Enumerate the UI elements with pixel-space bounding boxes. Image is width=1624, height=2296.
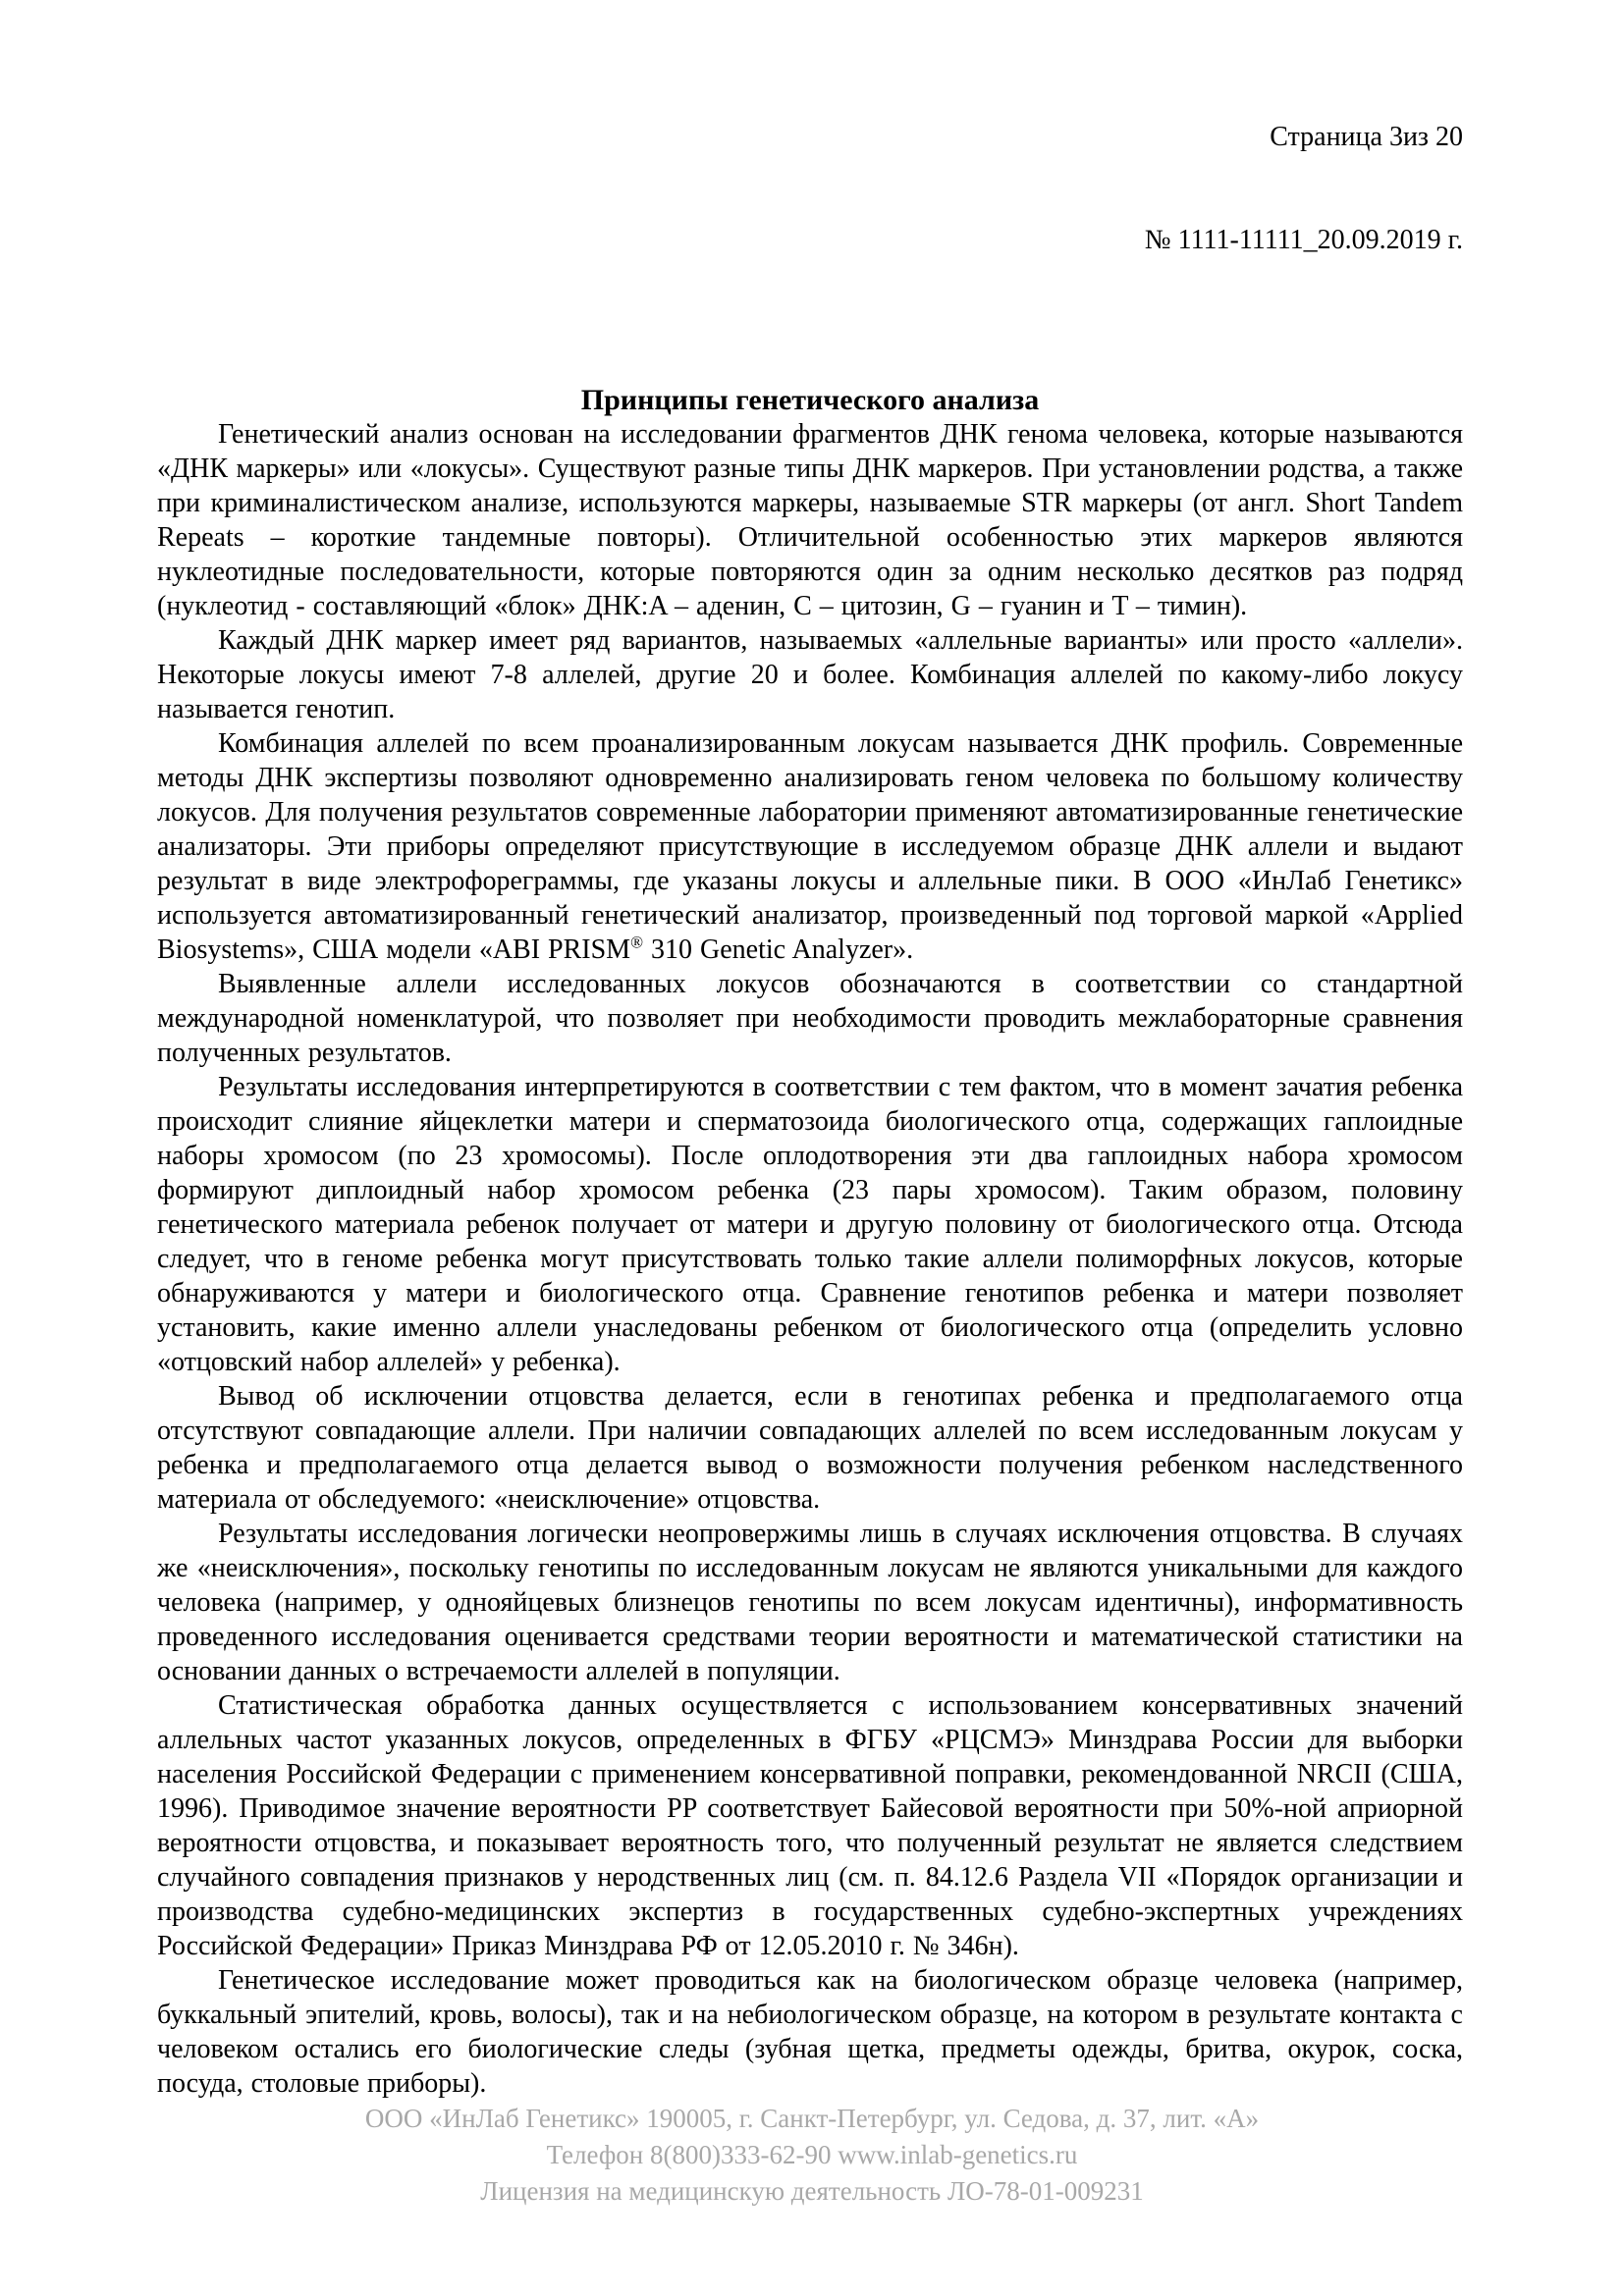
header-document-number: № 1111-11111_20.09.2019 г. bbox=[1144, 225, 1463, 255]
footer-address: ООО «ИнЛаб Генетикс» 190005, г. Санкт-Петербург, ул. Седова, д. 37, лит. «А» bbox=[364, 2104, 1260, 2133]
paragraph-4: Выявленные аллели исследованных локусов обозначаются в соответствии со стандартной международной номенклатурой, что позволяет при необходимости проводить межлабораторные сравнения полученных результатов. bbox=[157, 969, 1463, 1068]
paragraph-1: Генетический анализ основан на исследовании фрагментов ДНК генома человека, которые называются «ДНК маркеры» или «локусы». Существуют разные типы ДНК маркеров. При установлении родства, а также при криминалистическом анализе, используются маркеры, называемые STR маркеры (от англ. Short Tandem Repeats – короткие тандемные повторы). Отличительной особенностью этих маркеров являются нуклеотидные последовательности, которые повторяются один за одним несколько десятков раз подряд (нуклеотид - составляющий «блок» ДНК:A – аденин, C – цитозин, G – гуанин и T – тимин). bbox=[157, 419, 1463, 621]
paragraph-3 bbox=[157, 726, 1463, 967]
paragraph-5: Результаты исследования интерпретируются в соответствии с тем фактом, что в момент зачатия ребенка происходит слияние яйцеклетки матери и сперматозоида биологического отца, содержащих гаплоидные наборы хромосом (по 23 хромосомы). После оплодотворения эти два гаплоидных набора хромосом формируют диплоидный набор хромосом ребенка (23 пары хромосом). Таким образом, половину генетического материала ребенок получает от матери и другую половину от биологического отца. Отсюда следует, что в геноме ребенка могут присутствовать только такие аллели полиморфных локусов, которые обнаруживаются у матери и биологического отца. Сравнение генотипов ребенка и матери позволяет установить, какие именно аллели унаследованы ребенком от биологического отца (определить условно «отцовский набор аллелей» у ребенка). bbox=[157, 1072, 1463, 1377]
paragraph-2: Каждый ДНК маркер имеет ряд вариантов, называемых «аллельные варианты» или просто «аллели». Некоторые локусы имеют 7-8 аллелей, другие 20 и более. Комбинация аллелей по какому-либо локусу называется генотип. bbox=[157, 625, 1463, 724]
page-footer bbox=[0, 2101, 1624, 2210]
paragraph-8: Статистическая обработка данных осуществляется с использованием консервативных значений аллельных частот указанных локусов, определенных в ФГБУ «РЦСМЭ» Минздрава России для выборки населения Российской Федерации с применением консервативной поправки, рекомендованной NRCII (США, 1996). Приводимое значение вероятности PP соответствует Байесовой вероятности при 50%-ной априорной вероятности отцовства, и показывает вероятность того, что полученный результат не является следствием случайного совпадения признаков у неродственных лиц (см. п. 84.12.6 Раздела VII «Порядок организации и производства судебно-медицинских экспертиз в государственных судебно-экспертных учреждениях Российской Федерации» Приказ Минздрава РФ от 12.05.2010 г. № 346н). bbox=[157, 1690, 1463, 1961]
page-header bbox=[157, 51, 1463, 326]
header-page-number: Страница 3из 20 bbox=[1270, 122, 1463, 152]
paragraph-3-text: Комбинация аллелей по всем проанализированным локусам называется ДНК профиль. Современные методы ДНК экспертизы позволяют одновременно анализировать геном человека по большому количеству локусов. Для получения результатов современные лаборатории применяют автоматизированные генетические анализаторы. Эти приборы определяют присутствующие в исследуемом образце ДНК аллели и выдают результат в виде электрофореграммы, где указаны локусы и аллельные пики. В ООО «ИнЛаб Генетикс» используется автоматизированный генетический анализатор, произведенный под торговой маркой «Applied Biosystems», США модели «ABI PRISM bbox=[157, 728, 1463, 965]
footer-license: Лицензия на медицинскую деятельность ЛО-78-01-009231 bbox=[480, 2176, 1144, 2206]
paragraph-9: Генетическое исследование может проводиться как на биологическом образце человека (например, буккальный эпителий, кровь, волосы), так и на небиологическом образце, на котором в результате контакта с человеком остались его биологические следы (зубная щетка, предметы одежды, бритва, окурок, соска, посуда, столовые приборы). bbox=[157, 1965, 1463, 2099]
paragraph-3-text-end: 310 Genetic Analyzer». bbox=[643, 934, 914, 965]
document-body bbox=[157, 417, 1463, 2101]
document-title: Принципы генетического анализа bbox=[580, 384, 1040, 416]
paragraph-6: Вывод об исключении отцовства делается, если в генотипах ребенка и предполагаемого отца отсутствуют совпадающие аллели. При наличии совпадающих аллелей по всем исследованным локусам у ребенка и предполагаемого отца делается вывод о возможности получения ребенком наследственного материала от обследуемого: «неисключение» отцовства. bbox=[157, 1381, 1463, 1515]
registered-trademark-symbol: ® bbox=[630, 933, 643, 952]
footer-phone: Телефон 8(800)333-62-90 www.inlab-genetics.ru bbox=[546, 2140, 1078, 2169]
paragraph-7: Результаты исследования логически неопровержимы лишь в случаях исключения отцовства. В случаях же «неисключения», поскольку генотипы по исследованным локусам не являются уникальными для каждого человека (например, у однояйцевых близнецов генотипы по всем локусам идентичны), информативность проведенного исследования оценивается средствами теории вероятности и математической статистики на основании данных о встречаемости аллелей в популяции. bbox=[157, 1519, 1463, 1686]
